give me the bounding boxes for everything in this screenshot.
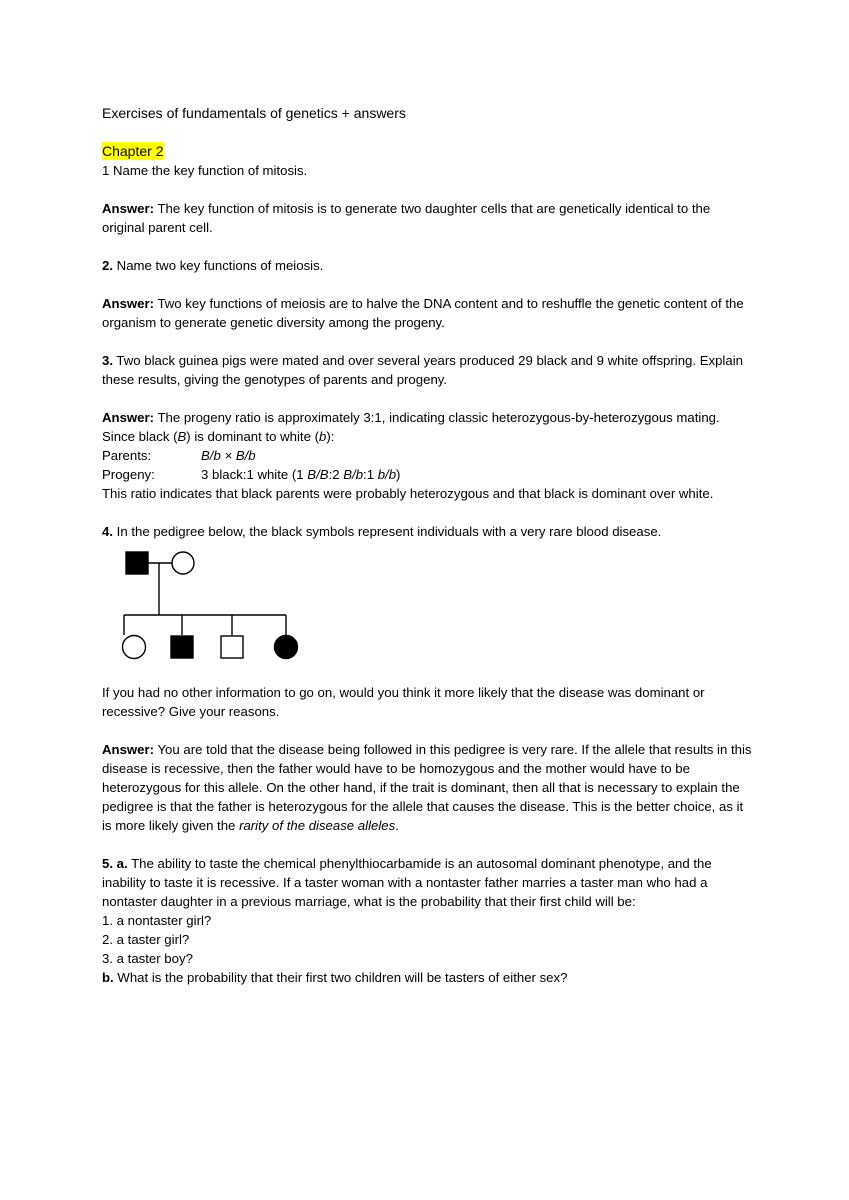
answer-label: Answer: — [102, 201, 155, 216]
answer-3: Answer: The progeny ratio is approximately 3:1, indicating classic heterozygous-by-heterozygous mating. Since black (B) is dominant to white (b): — [102, 410, 720, 444]
affected-daughter-circle — [275, 636, 298, 659]
question-5-item: 1. a nontaster girl? — [102, 913, 212, 928]
document-title: Exercises of fundamentals of genetics + answers — [102, 105, 406, 121]
question-3: 3. Two black guinea pigs were mated and over several years produced 29 black and 9 white offspring. Explain these results, giving the genotypes of parents and progeny. — [102, 353, 743, 387]
question-1: 1 Name the key function of mitosis. — [102, 163, 308, 178]
question-5-item: 2. a taster girl? — [102, 932, 190, 947]
unaffected-daughter-circle — [123, 636, 146, 659]
answer-label: Answer: — [102, 410, 155, 425]
affected-son-square — [171, 636, 193, 658]
answer-4: Answer: You are told that the disease being followed in this pedigree is very rare. If the allele that results in this disease is recessive, then the father would have to be homozygous and the mother would have to be heterozygous for this allele. On the other hand, if the trait is dominant, then all that is necessary to explain the pedigree is that the father is heterozygous for the allele that causes the disease. This is the better choice, as it is more likely given the rarity of the disease alleles. — [102, 742, 752, 833]
answer-label: Answer: — [102, 296, 155, 311]
answer-3-conclusion: This ratio indicates that black parents were probably heterozygous and that black is dominant over white. — [102, 486, 714, 501]
progeny-row: Progeny: 3 black:1 white (1 B/B:2 B/b:1 b/b) — [102, 467, 401, 482]
affected-father-square — [126, 552, 148, 574]
parents-row: Parents: B/b × B/b — [102, 448, 256, 463]
question-4-followup: If you had no other information to go on, would you think it more likely that the disease was dominant or recessive? Give your reasons. — [102, 685, 705, 719]
unaffected-mother-circle — [172, 552, 194, 574]
pedigree-diagram — [120, 545, 320, 679]
unaffected-son-square — [221, 636, 243, 658]
question-5-b: b. What is the probability that their first two children will be tasters of either sex? — [102, 970, 568, 985]
question-4: 4. In the pedigree below, the black symbols represent individuals with a very rare blood disease. — [102, 524, 662, 539]
document-content — [102, 104, 752, 987]
answer-2: Answer: Two key functions of meiosis are to halve the DNA content and to reshuffle the genetic content of the organism to generate genetic diversity among the progeny. — [102, 296, 744, 330]
answer-label: Answer: — [102, 742, 155, 757]
answer-1: Answer: The key function of mitosis is to generate two daughter cells that are genetically identical to the original parent cell. — [102, 201, 711, 235]
question-2: 2. Name two key functions of meiosis. — [102, 258, 324, 273]
chapter-heading: Chapter 2 — [102, 143, 164, 159]
question-5: 5. a. The ability to taste the chemical phenylthiocarbamide is an autosomal dominant phenotype, and the inability to taste it is recessive. If a taster woman with a nontaster father marries a taster man who had a nontaster daughter in a previous marriage, what is the probability that their first child will be: — [102, 856, 712, 909]
question-5-item: 3. a taster boy? — [102, 951, 193, 966]
